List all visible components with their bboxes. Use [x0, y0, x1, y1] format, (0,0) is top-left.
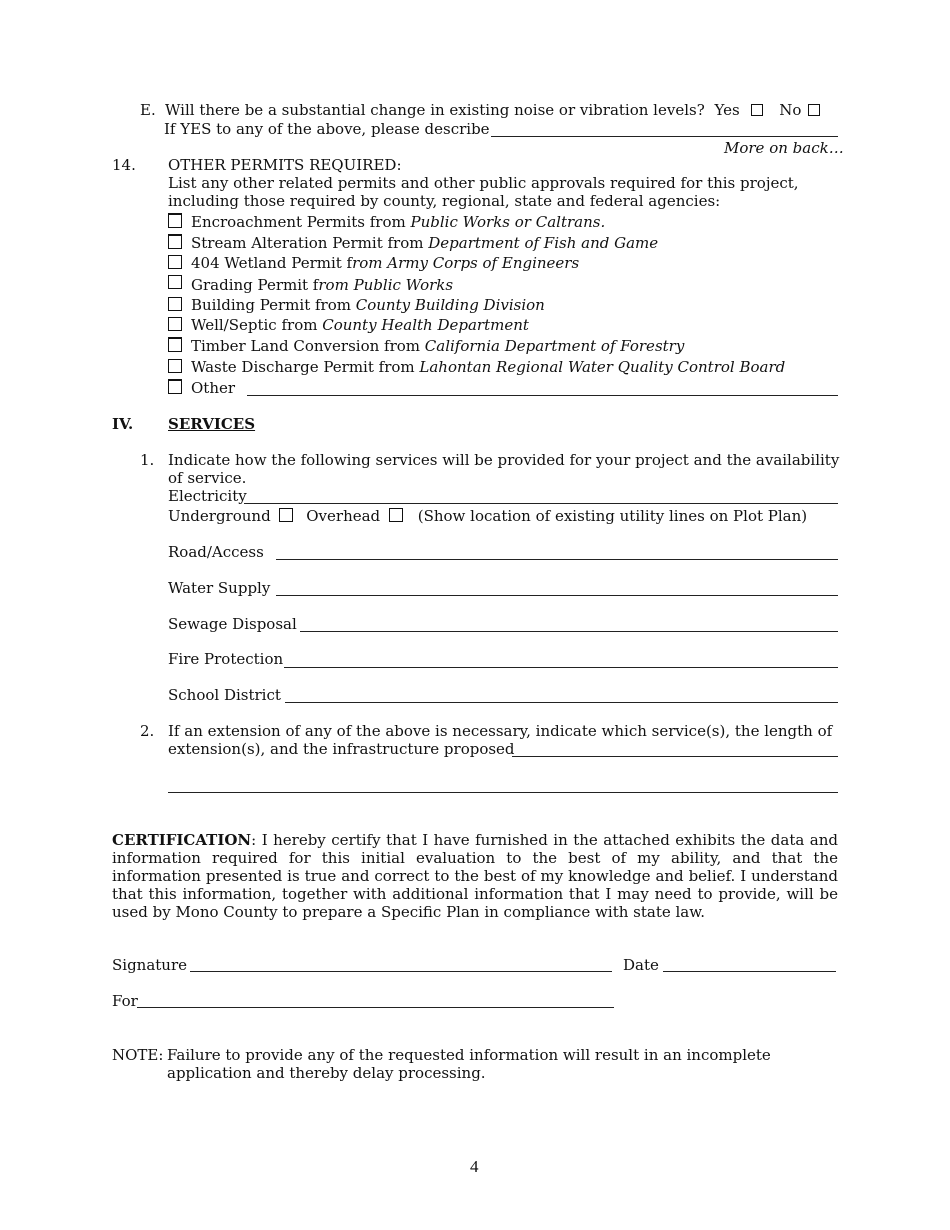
signature-label: Signature: [112, 956, 188, 974]
overhead-checkbox[interactable]: [389, 508, 403, 522]
permit-text: Waste Discharge Permit from: [191, 358, 420, 376]
note-label: NOTE:: [112, 1046, 164, 1064]
permit-item: [168, 358, 785, 376]
permit-agency: rom Public Works: [318, 276, 454, 294]
school-district-label: School District: [168, 686, 281, 704]
underground-label: Underground: [168, 507, 271, 525]
permit-agency: California Department of Forestry: [424, 337, 685, 355]
no-checkbox[interactable]: [808, 104, 820, 116]
service-item-1-number: 1.: [140, 451, 155, 469]
sewage-disposal-field[interactable]: [300, 631, 838, 632]
note-line1: Failure to provide any of the requested information will result in an incomplete: [167, 1046, 771, 1064]
noise-question: [165, 101, 820, 119]
school-district-field[interactable]: [285, 702, 838, 703]
permit-item: [168, 296, 545, 314]
fire-protection-label: Fire Protection: [168, 650, 284, 668]
describe-label: If YES to any of the above, please describe: [164, 120, 490, 138]
permit-item: [168, 254, 579, 272]
utility-note: (Show location of existing utility lines on Plot Plan): [417, 507, 808, 525]
describe-field[interactable]: [491, 136, 838, 137]
no-label: No: [779, 101, 802, 119]
for-field[interactable]: [137, 1007, 614, 1008]
overhead-label: Overhead: [306, 507, 381, 525]
more-on-back: More on back…: [724, 139, 844, 157]
permit-checkbox[interactable]: [168, 213, 182, 228]
permit-agency: Lahontan Regional Water Quality Control Board: [419, 358, 786, 376]
item-e-letter: E.: [140, 101, 156, 119]
service-item-2-number: 2.: [140, 722, 155, 740]
other-permits-intro-2: including those required by county, regional, state and federal agencies:: [168, 192, 721, 210]
permit-text: 404 Wetland Permit f: [191, 254, 353, 272]
permit-text: Encroachment Permits from: [191, 213, 411, 231]
section-iv-roman: IV.: [112, 415, 134, 433]
fire-protection-field[interactable]: [284, 667, 838, 668]
permit-text: Grading Permit f: [191, 276, 319, 294]
yes-label: Yes: [714, 101, 740, 119]
service-item-1-line1: Indicate how the following services will be provided for your project and the availability: [168, 451, 840, 469]
permit-agency: County Building Division: [355, 296, 545, 314]
road-access-label: Road/Access: [168, 543, 264, 561]
date-label: Date: [623, 956, 659, 974]
certification-heading: CERTIFICATION: [112, 831, 252, 849]
certification-paragraph: [112, 831, 838, 921]
permit-agency: Department of Fish and Game: [428, 234, 659, 252]
service-item-1-line2: of service.: [168, 469, 247, 487]
yes-checkbox[interactable]: [751, 104, 763, 116]
permit-checkbox[interactable]: [168, 379, 182, 394]
permit-item: [168, 213, 605, 231]
permit-checkbox[interactable]: [168, 255, 182, 269]
signature-field[interactable]: [190, 971, 612, 972]
electricity-field[interactable]: [244, 503, 838, 504]
permit-checkbox[interactable]: [168, 234, 182, 249]
other-permits-title: OTHER PERMITS REQUIRED:: [168, 156, 402, 174]
permit-agency: Public Works or Caltrans.: [410, 213, 606, 231]
services-title: SERVICES: [168, 415, 256, 433]
other-label: Other: [191, 379, 236, 397]
permit-checkbox[interactable]: [168, 359, 182, 373]
permit-checkbox[interactable]: [168, 297, 182, 311]
road-access-field[interactable]: [276, 559, 838, 560]
extension-field-line2[interactable]: [168, 792, 838, 793]
other-permits-intro-1: List any other related permits and other public approvals required for this project,: [168, 174, 799, 192]
noise-question-text: Will there be a substantial change in existing noise or vibration levels?: [165, 101, 705, 119]
permit-text: Building Permit from: [191, 296, 356, 314]
note-line2: application and thereby delay processing.: [167, 1064, 486, 1082]
utility-options: [168, 507, 807, 525]
water-supply-field[interactable]: [276, 595, 838, 596]
service-item-2-line2: extension(s), and the infrastructure proposed: [168, 740, 515, 758]
page-number: 4: [470, 1157, 479, 1176]
extension-field[interactable]: [512, 756, 838, 757]
water-supply-label: Water Supply: [168, 579, 271, 597]
for-label: For: [112, 992, 138, 1010]
permit-text: Timber Land Conversion from: [191, 337, 425, 355]
date-field[interactable]: [663, 971, 836, 972]
permit-checkbox[interactable]: [168, 275, 182, 289]
permit-text: Well/Septic from: [191, 316, 323, 334]
other-field[interactable]: [247, 395, 838, 396]
permit-item: [168, 316, 529, 334]
permit-text: Stream Alteration Permit from: [191, 234, 429, 252]
electricity-label: Electricity: [168, 487, 247, 505]
item-14-number: 14.: [112, 156, 136, 174]
permit-item: [168, 234, 658, 252]
certification-text: : I hereby certify that I have furnished in the attached exhibits the data and information required for this initial evaluation to the best of my ability, and that the information presented is true and correct to the best of my knowledge and belief. I understand that this information, together with additional information that I may need to provide, will be used by Mono County to prepare a Specific Plan in compliance with state law.: [112, 831, 838, 921]
permit-item-other: [168, 379, 235, 397]
sewage-disposal-label: Sewage Disposal: [168, 615, 297, 633]
underground-checkbox[interactable]: [279, 508, 293, 522]
permit-checkbox[interactable]: [168, 337, 182, 352]
service-item-2-line1: If an extension of any of the above is necessary, indicate which service(s), the length of: [168, 722, 833, 740]
permit-agency: County Health Department: [322, 316, 529, 334]
permit-agency: rom Army Corps of Engineers: [352, 254, 580, 272]
permit-item: [168, 275, 453, 294]
permit-item: [168, 337, 684, 355]
permit-checkbox[interactable]: [168, 317, 182, 331]
